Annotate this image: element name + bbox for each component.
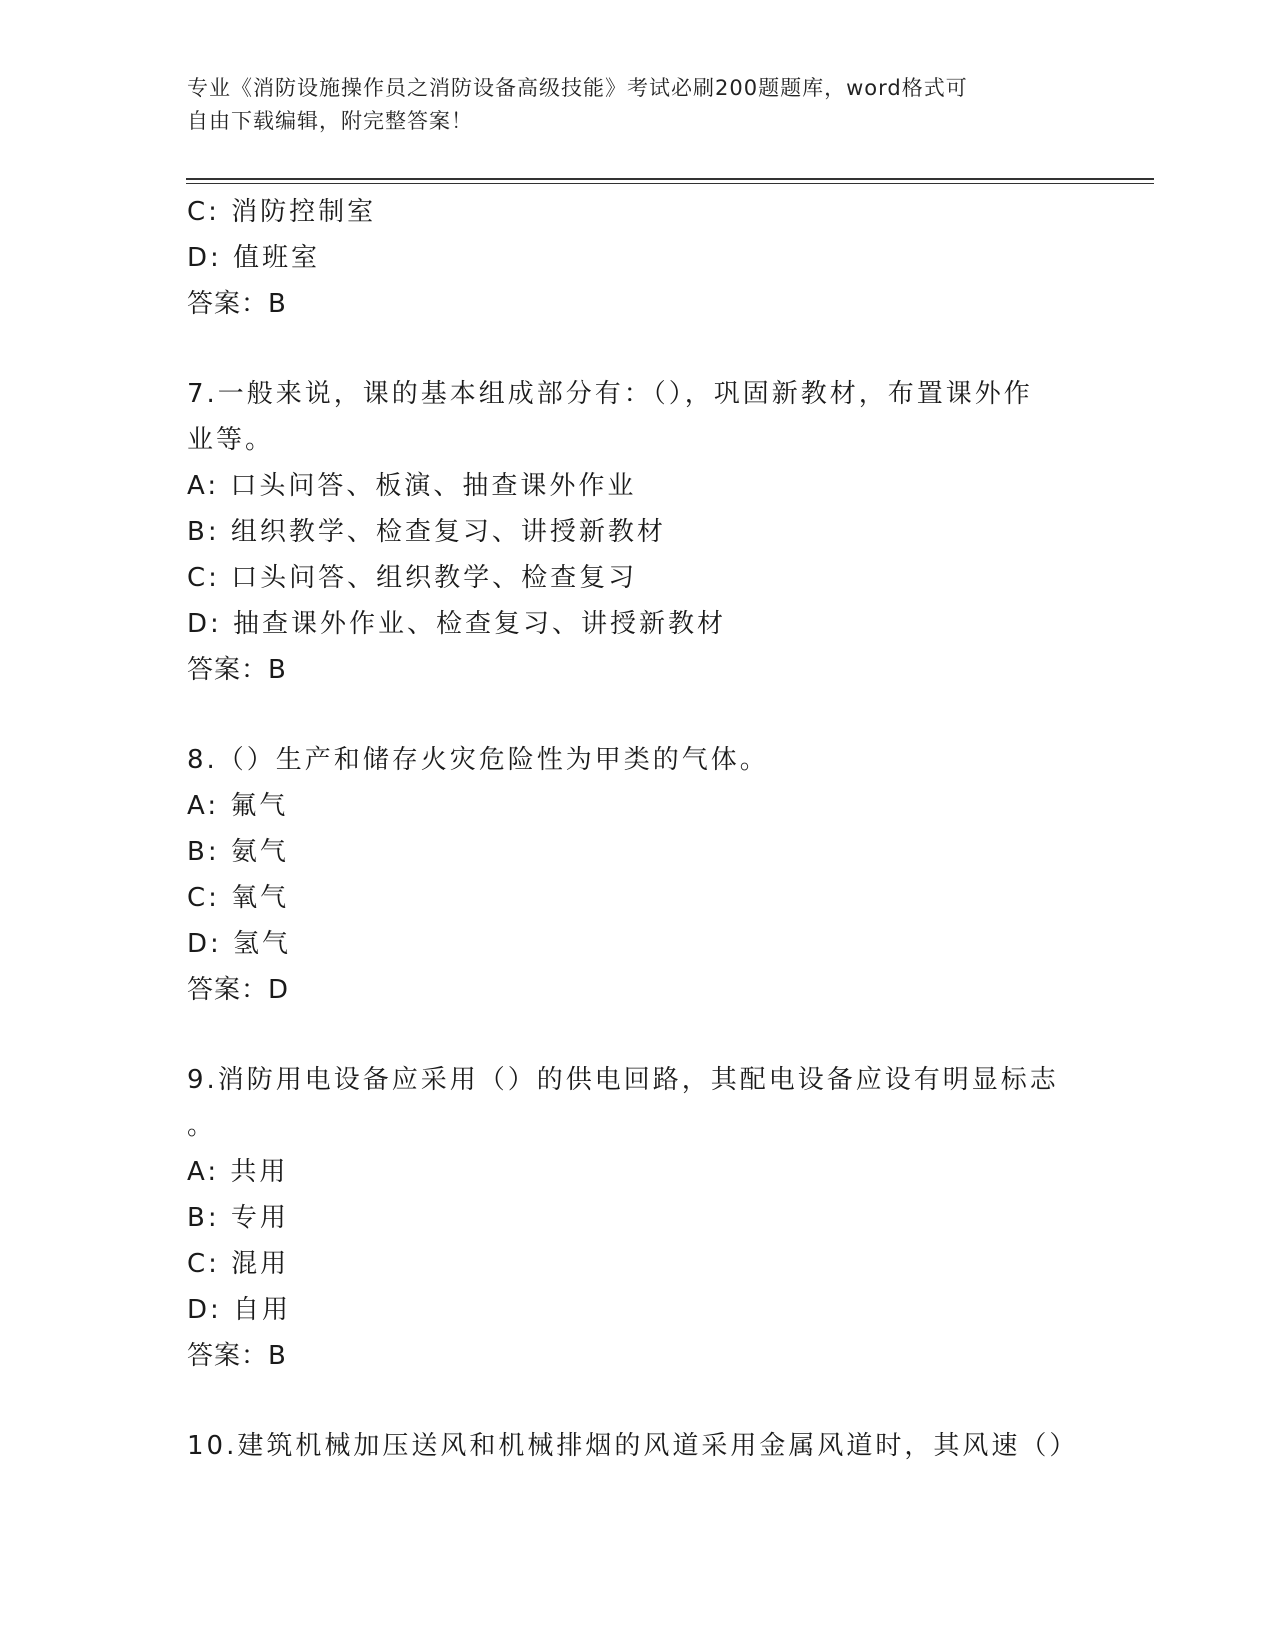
question-10 xyxy=(187,1423,1079,1469)
q7-answer: 答案：B xyxy=(187,655,287,685)
q9-answer: 答案：B xyxy=(187,1341,287,1371)
question-list xyxy=(187,189,1079,1469)
q10-stem-line-1: 10.建筑机械加压送风和机械排烟的风道采用金属风道时，其风速（） xyxy=(187,1431,1079,1461)
q8-option-a: A: 氟气 xyxy=(187,791,289,821)
q6-option-d: D: 值班室 xyxy=(187,243,321,273)
q9-option-d: D: 自用 xyxy=(187,1295,292,1325)
q7-option-d: D: 抽查课外作业、检查复习、讲授新教材 xyxy=(187,609,727,639)
header-line-2: 自由下载编辑，附完整答案！ xyxy=(187,109,473,133)
q9-option-c: C: 混用 xyxy=(187,1249,290,1279)
q9-stem-line-1: 9.消防用电设备应采用（）的供电回路，其配电设备应设有明显标志 xyxy=(187,1065,1059,1095)
q6-option-c: C: 消防控制室 xyxy=(187,197,377,227)
question-9 xyxy=(187,1057,1067,1379)
q7-stem-line-1: 7.一般来说，课的基本组成部分有：（），巩固新教材，布置课外作 xyxy=(187,379,1033,409)
document-header xyxy=(187,72,1067,138)
q8-stem: 8.（）生产和储存火灾危险性为甲类的气体。 xyxy=(187,745,769,775)
header-line-1: 专业《消防设施操作员之消防设备高级技能》考试必刷200题题库，word格式可 xyxy=(187,76,968,100)
question-6 xyxy=(187,189,1067,327)
q6-answer: 答案：B xyxy=(187,289,287,319)
question-8 xyxy=(187,737,1067,1013)
q7-option-c: C: 口头问答、组织教学、检查复习 xyxy=(187,563,638,593)
header-divider-thick xyxy=(186,178,1154,180)
q8-option-c: C: 氧气 xyxy=(187,883,290,913)
q7-option-a: A: 口头问答、板演、抽查课外作业 xyxy=(187,471,637,501)
q7-stem-line-2: 业等。 xyxy=(187,425,275,455)
q8-option-b: B: 氨气 xyxy=(187,837,289,867)
q8-answer: 答案：D xyxy=(187,975,290,1005)
q9-option-a: A: 共用 xyxy=(187,1157,289,1187)
q9-stem-line-2: 。 xyxy=(187,1111,217,1141)
q7-option-b: B: 组织教学、检查复习、讲授新教材 xyxy=(187,517,666,547)
q8-option-d: D: 氢气 xyxy=(187,929,292,959)
question-7 xyxy=(187,371,1067,693)
q9-option-b: B: 专用 xyxy=(187,1203,289,1233)
header-divider-thin xyxy=(186,183,1154,184)
